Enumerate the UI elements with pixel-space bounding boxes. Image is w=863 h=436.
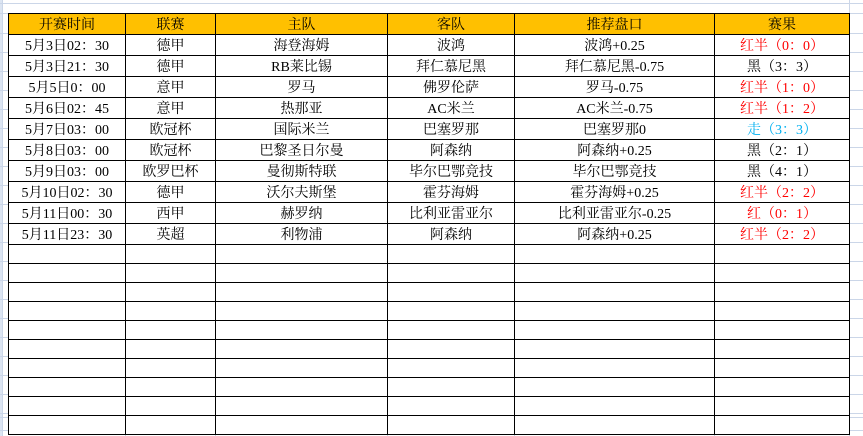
cell-result[interactable]: 红半（0：0） bbox=[715, 35, 850, 56]
empty-cell[interactable] bbox=[126, 302, 216, 321]
empty-cell[interactable] bbox=[126, 321, 216, 340]
empty-cell[interactable] bbox=[9, 302, 126, 321]
empty-cell[interactable] bbox=[515, 264, 715, 283]
empty-table-row bbox=[9, 397, 850, 416]
empty-cell[interactable] bbox=[715, 283, 850, 302]
cell-home-team[interactable]: 沃尔夫斯堡 bbox=[216, 182, 388, 203]
cell-handicap[interactable]: 罗马-0.75 bbox=[515, 77, 715, 98]
cell-time[interactable]: 5月11日23：30 bbox=[9, 224, 126, 245]
empty-table-row bbox=[9, 321, 850, 340]
empty-cell[interactable] bbox=[515, 359, 715, 378]
empty-cell[interactable] bbox=[515, 378, 715, 397]
empty-cell[interactable] bbox=[388, 283, 515, 302]
gridline bbox=[2, 0, 3, 436]
empty-cell[interactable] bbox=[216, 302, 388, 321]
cell-league[interactable]: 欧罗巴杯 bbox=[126, 161, 216, 182]
empty-cell[interactable] bbox=[715, 397, 850, 416]
empty-cell[interactable] bbox=[216, 359, 388, 378]
empty-cell[interactable] bbox=[216, 321, 388, 340]
empty-table-row bbox=[9, 302, 850, 321]
empty-table-row bbox=[9, 416, 850, 435]
cell-handicap[interactable]: 比利亚雷亚尔-0.25 bbox=[515, 203, 715, 224]
empty-table-row bbox=[9, 283, 850, 302]
cell-away-team[interactable]: 阿森纳 bbox=[388, 224, 515, 245]
empty-cell[interactable] bbox=[9, 359, 126, 378]
cell-away-team[interactable]: 霍芬海姆 bbox=[388, 182, 515, 203]
table-row bbox=[9, 140, 850, 161]
cell-handicap[interactable]: AC米兰-0.75 bbox=[515, 98, 715, 119]
empty-cell[interactable] bbox=[126, 378, 216, 397]
match-table bbox=[8, 13, 850, 435]
cell-home-team[interactable]: 海登海姆 bbox=[216, 35, 388, 56]
table-row bbox=[9, 161, 850, 182]
empty-cell[interactable] bbox=[715, 416, 850, 435]
empty-cell[interactable] bbox=[715, 264, 850, 283]
cell-time[interactable]: 5月9日03：00 bbox=[9, 161, 126, 182]
empty-cell[interactable] bbox=[515, 245, 715, 264]
cell-time[interactable]: 5月7日03：00 bbox=[9, 119, 126, 140]
cell-league[interactable]: 欧冠杯 bbox=[126, 140, 216, 161]
column-header-5[interactable]: 赛果 bbox=[715, 14, 850, 35]
column-header-0[interactable]: 开赛时间 bbox=[9, 14, 126, 35]
empty-cell[interactable] bbox=[715, 378, 850, 397]
empty-cell[interactable] bbox=[9, 416, 126, 435]
cell-time[interactable]: 5月8日03：00 bbox=[9, 140, 126, 161]
empty-cell[interactable] bbox=[715, 245, 850, 264]
cell-league[interactable]: 意甲 bbox=[126, 77, 216, 98]
empty-cell[interactable] bbox=[715, 302, 850, 321]
empty-cell[interactable] bbox=[216, 397, 388, 416]
table-row bbox=[9, 182, 850, 203]
column-header-2[interactable]: 主队 bbox=[216, 14, 388, 35]
empty-cell[interactable] bbox=[9, 283, 126, 302]
empty-cell[interactable] bbox=[9, 245, 126, 264]
empty-cell[interactable] bbox=[9, 397, 126, 416]
table-row bbox=[9, 203, 850, 224]
cell-time[interactable]: 5月11日00：30 bbox=[9, 203, 126, 224]
table-row bbox=[9, 77, 850, 98]
cell-league[interactable]: 西甲 bbox=[126, 203, 216, 224]
cell-away-team[interactable]: 拜仁慕尼黑 bbox=[388, 56, 515, 77]
cell-away-team[interactable]: 波鸿 bbox=[388, 35, 515, 56]
empty-cell[interactable] bbox=[9, 340, 126, 359]
cell-home-team[interactable]: 国际米兰 bbox=[216, 119, 388, 140]
empty-cell[interactable] bbox=[126, 340, 216, 359]
empty-table-row bbox=[9, 378, 850, 397]
empty-cell[interactable] bbox=[715, 359, 850, 378]
cell-away-team[interactable]: 阿森纳 bbox=[388, 140, 515, 161]
cell-result[interactable]: 红半（1：0） bbox=[715, 77, 850, 98]
cell-handicap[interactable]: 霍芬海姆+0.25 bbox=[515, 182, 715, 203]
empty-cell[interactable] bbox=[715, 340, 850, 359]
cell-league[interactable]: 德甲 bbox=[126, 56, 216, 77]
empty-cell[interactable] bbox=[515, 397, 715, 416]
cell-time[interactable]: 5月10日02：30 bbox=[9, 182, 126, 203]
cell-league[interactable]: 德甲 bbox=[126, 35, 216, 56]
empty-table-row bbox=[9, 264, 850, 283]
cell-home-team[interactable]: 利物浦 bbox=[216, 224, 388, 245]
cell-result[interactable]: 走（3：3） bbox=[715, 119, 850, 140]
empty-cell[interactable] bbox=[126, 264, 216, 283]
cell-league[interactable]: 德甲 bbox=[126, 182, 216, 203]
table-row bbox=[9, 98, 850, 119]
cell-handicap[interactable]: 毕尔巴鄂竞技 bbox=[515, 161, 715, 182]
cell-handicap[interactable]: 巴塞罗那0 bbox=[515, 119, 715, 140]
empty-cell[interactable] bbox=[9, 378, 126, 397]
empty-table-row bbox=[9, 340, 850, 359]
cell-home-team[interactable]: 热那亚 bbox=[216, 98, 388, 119]
cell-result[interactable]: 黑（3：3） bbox=[715, 56, 850, 77]
empty-cell[interactable] bbox=[388, 302, 515, 321]
table-row bbox=[9, 224, 850, 245]
empty-cell[interactable] bbox=[216, 283, 388, 302]
table-row bbox=[9, 119, 850, 140]
cell-league[interactable]: 英超 bbox=[126, 224, 216, 245]
cell-home-team[interactable]: 赫罗纳 bbox=[216, 203, 388, 224]
empty-cell[interactable] bbox=[216, 378, 388, 397]
column-header-4[interactable]: 推荐盘口 bbox=[515, 14, 715, 35]
empty-cell[interactable] bbox=[388, 378, 515, 397]
cell-away-team[interactable]: 毕尔巴鄂竞技 bbox=[388, 161, 515, 182]
empty-cell[interactable] bbox=[216, 416, 388, 435]
cell-away-team[interactable]: 比利亚雷亚尔 bbox=[388, 203, 515, 224]
empty-cell[interactable] bbox=[216, 245, 388, 264]
cell-league[interactable]: 意甲 bbox=[126, 98, 216, 119]
empty-cell[interactable] bbox=[216, 340, 388, 359]
empty-cell[interactable] bbox=[388, 245, 515, 264]
cell-home-team[interactable]: 曼彻斯特联 bbox=[216, 161, 388, 182]
cell-home-team[interactable]: 罗马 bbox=[216, 77, 388, 98]
empty-cell[interactable] bbox=[126, 416, 216, 435]
empty-cell[interactable] bbox=[515, 321, 715, 340]
cell-handicap[interactable]: 拜仁慕尼黑-0.75 bbox=[515, 56, 715, 77]
cell-result[interactable]: 红（0：1） bbox=[715, 203, 850, 224]
cell-result[interactable]: 红半（2：2） bbox=[715, 224, 850, 245]
empty-cell[interactable] bbox=[515, 302, 715, 321]
column-header-1[interactable]: 联赛 bbox=[126, 14, 216, 35]
cell-result[interactable]: 红半（1：2） bbox=[715, 98, 850, 119]
empty-cell[interactable] bbox=[9, 321, 126, 340]
cell-league[interactable]: 欧冠杯 bbox=[126, 119, 216, 140]
cell-home-team[interactable]: 巴黎圣日尔曼 bbox=[216, 140, 388, 161]
cell-time[interactable]: 5月3日21：30 bbox=[9, 56, 126, 77]
empty-cell[interactable] bbox=[9, 264, 126, 283]
cell-handicap[interactable]: 阿森纳+0.25 bbox=[515, 224, 715, 245]
empty-cell[interactable] bbox=[388, 264, 515, 283]
header-row bbox=[9, 14, 850, 35]
empty-cell[interactable] bbox=[515, 416, 715, 435]
cell-away-team[interactable]: 佛罗伦萨 bbox=[388, 77, 515, 98]
empty-cell[interactable] bbox=[388, 321, 515, 340]
empty-table-row bbox=[9, 245, 850, 264]
table-row bbox=[9, 35, 850, 56]
empty-cell[interactable] bbox=[388, 359, 515, 378]
empty-cell[interactable] bbox=[126, 359, 216, 378]
cell-result[interactable]: 黑（2：1） bbox=[715, 140, 850, 161]
cell-away-team[interactable]: AC米兰 bbox=[388, 98, 515, 119]
empty-cell[interactable] bbox=[216, 264, 388, 283]
empty-cell[interactable] bbox=[126, 245, 216, 264]
table-row bbox=[9, 56, 850, 77]
column-header-3[interactable]: 客队 bbox=[388, 14, 515, 35]
empty-cell[interactable] bbox=[126, 397, 216, 416]
cell-result[interactable]: 黑（4：1） bbox=[715, 161, 850, 182]
empty-cell[interactable] bbox=[388, 416, 515, 435]
gridline bbox=[0, 3, 863, 4]
empty-cell[interactable] bbox=[388, 340, 515, 359]
empty-cell[interactable] bbox=[715, 321, 850, 340]
empty-cell[interactable] bbox=[515, 283, 715, 302]
cell-time[interactable]: 5月6日02：45 bbox=[9, 98, 126, 119]
cell-handicap[interactable]: 阿森纳+0.25 bbox=[515, 140, 715, 161]
empty-cell[interactable] bbox=[388, 397, 515, 416]
cell-result[interactable]: 红半（2：2） bbox=[715, 182, 850, 203]
empty-cell[interactable] bbox=[515, 340, 715, 359]
cell-time[interactable]: 5月5日0：00 bbox=[9, 77, 126, 98]
empty-table-row bbox=[9, 359, 850, 378]
empty-cell[interactable] bbox=[126, 283, 216, 302]
cell-away-team[interactable]: 巴塞罗那 bbox=[388, 119, 515, 140]
cell-home-team[interactable]: RB莱比锡 bbox=[216, 56, 388, 77]
cell-time[interactable]: 5月3日02：30 bbox=[9, 35, 126, 56]
cell-handicap[interactable]: 波鸿+0.25 bbox=[515, 35, 715, 56]
